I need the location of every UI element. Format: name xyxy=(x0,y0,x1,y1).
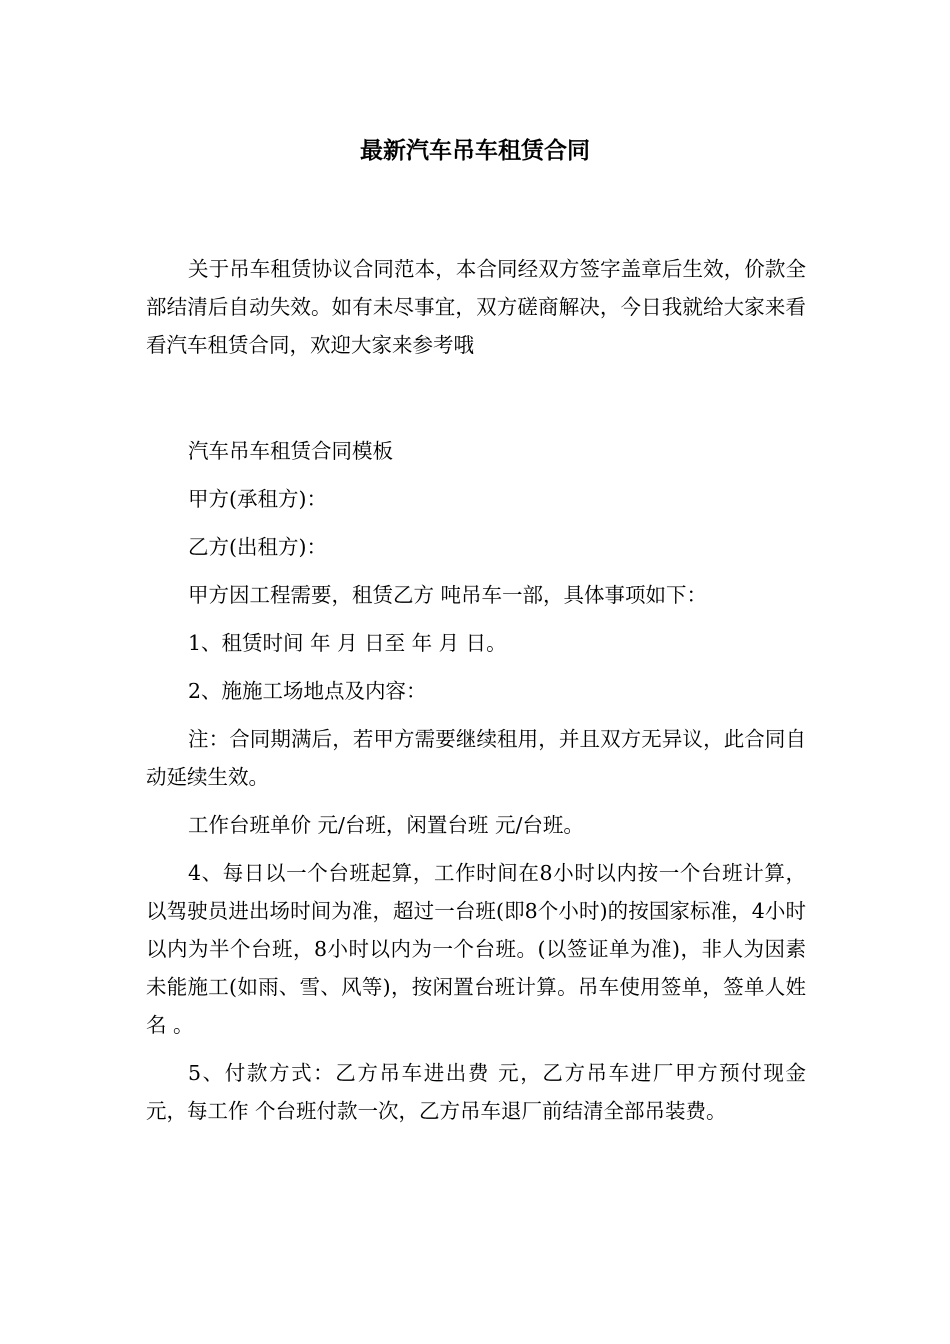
party-b-line: 乙方(出租方)： xyxy=(188,535,327,559)
clause-shift-calculation: 4、每日以一个台班起算，工作时间在8小时以内按一个台班计算，以驾驶员进出场时间为准，超过一台班(即8个小时)的按国家标准，4小时以内为半个台班，8小时以内为一个台班。(以签证单为准)，非人为因素未能施工(如雨、雪、风等)，按闲置台班计算。吊车使用签单，签单人姓名 。 xyxy=(146,861,806,1037)
intro-paragraph: 关于吊车租赁协议合同范本，本合同经双方签字盖章后生效，价款全部结清后自动失效。如有未尽事宜，双方磋商解决，今日我就给大家来看看汽车租赁合同，欢迎大家来参考哦 xyxy=(146,257,806,357)
clause-payment-method: 5、付款方式：乙方吊车进出费 元，乙方吊车进厂甲方预付现金 元，每工作 个台班付款一次，乙方吊车退厂前结清全部吊装费。 xyxy=(146,1061,806,1123)
clause-rental-period: 1、租赁时间 年 月 日至 年 月 日。 xyxy=(188,631,507,655)
party-a-line: 甲方(承租方)： xyxy=(188,487,327,511)
template-heading: 汽车吊车租赁合同模板 xyxy=(188,439,393,463)
clause-unit-price: 工作台班单价 元/台班，闲置台班 元/台班。 xyxy=(188,813,584,837)
clause-site-content: 2、施施工场地点及内容： xyxy=(188,679,427,703)
clause-note-extension: 注：合同期满后，若甲方需要继续租用，并且双方无异议，此合同自动延续生效。 xyxy=(146,727,806,789)
document-body xyxy=(146,250,806,1130)
document-title: 最新汽车吊车租赁合同 xyxy=(360,138,590,164)
rental-purpose-paragraph: 甲方因工程需要，租赁乙方 吨吊车一部，具体事项如下： xyxy=(188,583,708,607)
